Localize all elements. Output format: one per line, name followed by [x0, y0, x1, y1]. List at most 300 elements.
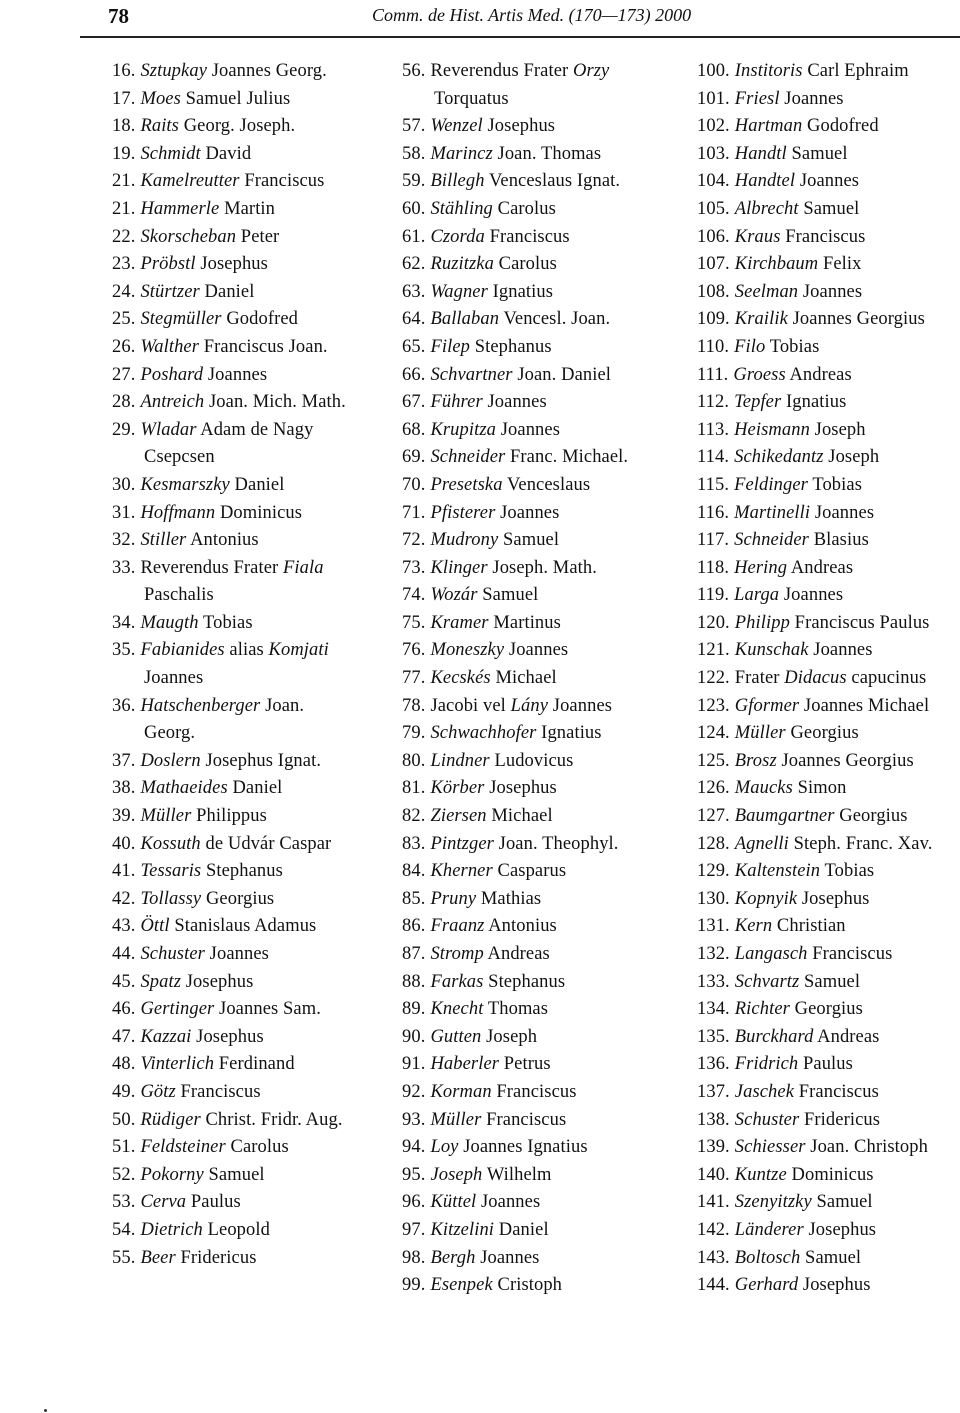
list-item	[402, 251, 682, 279]
given-names: Franciscus Paulus	[789, 612, 930, 633]
entry-number: 65.	[402, 336, 426, 357]
surname: Doslern	[140, 750, 201, 771]
entry-number: 120.	[697, 612, 730, 633]
list-item	[112, 1189, 387, 1217]
surname: Schmidt	[140, 143, 201, 164]
given-names: Carl Ephraim	[802, 61, 909, 81]
entry-number: 16.	[112, 61, 136, 81]
surname: Skorscheban	[140, 226, 237, 247]
list-item	[697, 334, 960, 362]
surname: Schvartner	[430, 364, 513, 385]
surname: Poshard	[140, 364, 204, 385]
surname: Szenyitzky	[734, 1192, 812, 1213]
given-names: Martinus	[488, 612, 561, 633]
given-names: Ignatius	[487, 281, 554, 302]
entry-number: 43.	[112, 916, 136, 937]
surname: Filep	[430, 336, 470, 357]
entry-number: 22.	[112, 226, 136, 247]
list-item	[402, 1245, 682, 1273]
list-item	[112, 334, 387, 362]
surname: Didacus	[784, 668, 847, 689]
entry-number: 39.	[112, 806, 136, 827]
given-names: Ignatius	[781, 392, 847, 413]
given-names: de Udvár Caspar	[200, 833, 332, 854]
entry-number: 83.	[402, 833, 426, 854]
entry-number: 132.	[697, 944, 730, 964]
given-names: Joseph. Math.	[487, 557, 597, 578]
given-names: Blasius	[808, 530, 869, 551]
surname: Kraus	[734, 226, 781, 247]
entry-number: 71.	[402, 502, 426, 523]
entry-number: 92.	[402, 1081, 426, 1102]
surname: Seelman	[734, 281, 799, 302]
list-item-continuation	[112, 582, 387, 610]
given-names: Daniel	[229, 474, 285, 495]
entry-number: 131.	[697, 916, 730, 937]
surname: Kazzai	[140, 1026, 192, 1047]
given-names: Godofred	[221, 309, 299, 330]
entry-number: 26.	[112, 336, 136, 357]
surname: Bergh	[430, 1247, 476, 1268]
surname: Fabianides	[140, 640, 225, 661]
entry-number: 115.	[697, 474, 730, 495]
entry-number: 136.	[697, 1054, 730, 1075]
surname: Gertinger	[140, 999, 215, 1020]
surname: Vinterlich	[140, 1054, 215, 1075]
entry-number: 85.	[402, 888, 426, 909]
surname: Kesmarszky	[140, 474, 230, 495]
entry-number: 37.	[112, 750, 136, 771]
entry-number: 144.	[697, 1275, 730, 1296]
given-names: Ignatius	[536, 723, 602, 744]
list-item	[402, 775, 682, 803]
given-names: Joan. Theophyl.	[493, 833, 619, 854]
surname: Feldsteiner	[140, 1137, 226, 1158]
list-item	[402, 279, 682, 307]
entry-number: 62.	[402, 254, 426, 275]
list-item	[402, 224, 682, 252]
list-item	[112, 803, 387, 831]
entry-number: 138.	[697, 1109, 730, 1130]
list-item	[697, 362, 960, 390]
given-names: Joannes	[496, 419, 561, 440]
surname: Hammerle	[140, 198, 220, 219]
list-item	[112, 610, 387, 638]
entry-number: 74.	[402, 585, 426, 606]
given-names: capucinus	[846, 668, 927, 689]
given-names: Paschalis	[144, 585, 214, 606]
entry-number: 142.	[697, 1219, 730, 1240]
entry-number: 58.	[402, 143, 426, 164]
given-names: Josephus	[803, 1219, 877, 1240]
name-list-column-3	[697, 58, 960, 1300]
surname: Fridrich	[734, 1054, 799, 1075]
given-names: Simon	[792, 778, 847, 799]
list-item	[402, 748, 682, 776]
given-names: Franciscus	[484, 226, 570, 247]
given-names: Felix	[818, 254, 862, 275]
entry-number: 32.	[112, 530, 136, 551]
list-item	[402, 389, 682, 417]
entry-number: 118.	[697, 557, 730, 578]
list-item	[402, 996, 682, 1024]
given-names: Joannes	[495, 502, 560, 523]
given-names: Josephus	[181, 971, 254, 992]
surname: Langasch	[734, 944, 808, 964]
entry-number: 27.	[112, 364, 136, 385]
entry-number: 35.	[112, 640, 136, 661]
given-names: Venceslaus	[502, 474, 591, 495]
surname: Institoris	[734, 61, 803, 81]
entry-number: 50.	[112, 1109, 136, 1130]
header-rule	[80, 36, 960, 38]
list-item	[402, 1024, 682, 1052]
list-item	[112, 279, 387, 307]
entry-number: 78.	[402, 695, 426, 716]
entry-number: 91.	[402, 1054, 426, 1075]
surname: Komjati	[268, 640, 329, 661]
list-item	[697, 803, 960, 831]
list-item	[112, 1245, 387, 1273]
given-names: Andreas	[787, 557, 854, 578]
given-names: Tobias	[198, 612, 253, 633]
given-names: Georgius	[834, 806, 908, 827]
list-item	[697, 168, 960, 196]
given-names: Joan.	[260, 695, 305, 716]
given-names: Franciscus	[491, 1081, 577, 1102]
surname: Kirchbaum	[734, 254, 819, 275]
entry-number: 127.	[697, 806, 730, 827]
surname: Länderer	[734, 1219, 804, 1240]
entry-number: 133.	[697, 971, 730, 992]
list-item	[697, 417, 960, 445]
given-names: Samuel Julius	[180, 88, 291, 109]
entry-number: 66.	[402, 364, 426, 385]
list-item	[112, 1079, 387, 1107]
given-names: Samuel	[203, 1164, 265, 1185]
given-names: Ferdinand	[214, 1054, 295, 1075]
list-item	[112, 168, 387, 196]
surname: Brosz	[734, 750, 777, 771]
page-header	[80, 0, 960, 40]
given-names: Samuel	[800, 1247, 862, 1268]
entry-number: 89.	[402, 999, 426, 1020]
surname: Müller	[430, 1109, 482, 1130]
list-item	[402, 196, 682, 224]
entry-number: 54.	[112, 1219, 136, 1240]
journal-citation: Comm. de Hist. Artis Med. (170—173) 2000	[372, 5, 692, 25]
surname: Stegmüller	[140, 309, 222, 330]
surname: Baumgartner	[734, 806, 835, 827]
given-names: Georgius	[201, 888, 275, 909]
entry-number: 101.	[697, 88, 730, 109]
given-names: Samuel	[811, 1192, 873, 1213]
given-names: Torquatus	[434, 88, 509, 109]
surname: Pintzger	[430, 833, 494, 854]
given-names: Ludovicus	[489, 750, 574, 771]
given-names: Andreas	[483, 944, 550, 964]
entry-number: 111.	[697, 364, 729, 385]
surname: Loy	[430, 1137, 459, 1158]
surname: Groess	[733, 364, 786, 385]
list-item	[402, 831, 682, 859]
surname: Öttl	[140, 916, 170, 937]
given-names: Dominicus	[786, 1164, 874, 1185]
given-names: Paulus	[798, 1054, 853, 1075]
entry-number: 63.	[402, 281, 426, 302]
surname: Gerhard	[734, 1275, 799, 1296]
given-names: Petrus	[499, 1054, 551, 1075]
surname: Schiesser	[734, 1137, 806, 1158]
given-names: Christ. Fridr. Aug.	[200, 1109, 343, 1130]
entry-number: 141.	[697, 1192, 730, 1213]
list-item	[402, 527, 682, 555]
list-item	[112, 941, 387, 969]
entry-number: 130.	[697, 888, 730, 909]
entry-number: 81.	[402, 778, 426, 799]
list-item	[112, 417, 387, 445]
surname: Feldinger	[734, 474, 808, 495]
given-names: Daniel	[227, 778, 283, 799]
given-names: Vencesl. Joan.	[499, 309, 611, 330]
list-item	[697, 1189, 960, 1217]
given-names: Tobias	[807, 474, 863, 495]
list-item	[112, 1107, 387, 1135]
surname: Martinelli	[734, 502, 811, 523]
given-names: Joannes Michael	[799, 695, 930, 716]
list-item	[697, 1051, 960, 1079]
given-names: Joan. Christoph	[805, 1137, 928, 1158]
list-item	[402, 1134, 682, 1162]
surname: Billegh	[430, 171, 485, 192]
entry-number: 116.	[697, 502, 730, 523]
surname: Kherner	[430, 861, 493, 882]
given-names: Daniel	[199, 281, 255, 302]
entry-number: 18.	[112, 116, 136, 137]
entry-number: 100.	[697, 61, 730, 81]
surname: Friesl	[734, 88, 780, 109]
list-item	[697, 582, 960, 610]
surname: Mudrony	[430, 530, 499, 551]
list-item	[402, 1217, 682, 1245]
given-names: Joannes Georgius	[776, 750, 914, 771]
given-names: Fridericus	[175, 1247, 257, 1268]
entry-number: 36.	[112, 695, 136, 716]
surname: Filo	[734, 336, 766, 357]
entry-number: 64.	[402, 309, 426, 330]
surname: Küttel	[430, 1192, 477, 1213]
given-names: Reverendus Frater	[140, 557, 283, 578]
given-names: Godofred	[802, 116, 879, 137]
surname: Czorda	[430, 226, 485, 247]
surname: Pokorny	[140, 1164, 204, 1185]
list-item	[697, 1107, 960, 1135]
list-item	[402, 306, 682, 334]
surname: Mathaeides	[140, 778, 228, 799]
surname: Hoffmann	[140, 502, 216, 523]
list-item	[697, 1134, 960, 1162]
entry-number: 96.	[402, 1192, 426, 1213]
given-names: Joan. Thomas	[492, 143, 602, 164]
entry-number: 47.	[112, 1026, 136, 1047]
given-names: Tobias	[820, 861, 875, 882]
surname: Kamelreutter	[140, 171, 240, 192]
entry-number: 140.	[697, 1164, 730, 1185]
entry-number: 90.	[402, 1026, 426, 1047]
surname: Ballaban	[430, 309, 500, 330]
list-item	[402, 1107, 682, 1135]
given-names: Joannes	[798, 281, 863, 302]
entry-number: 126.	[697, 778, 730, 799]
stray-dot	[44, 1409, 47, 1412]
entry-number: 99.	[402, 1275, 426, 1296]
given-names: Philippus	[191, 806, 267, 827]
entry-number: 67.	[402, 392, 426, 413]
entry-number: 125.	[697, 750, 730, 771]
list-item	[112, 913, 387, 941]
given-names: Joannes	[482, 392, 547, 413]
list-item	[112, 472, 387, 500]
surname: Schneider	[734, 530, 809, 551]
given-names: Franciscus	[807, 944, 893, 964]
given-names: Carolus	[492, 198, 556, 219]
surname: Larga	[734, 585, 780, 606]
entry-number: 102.	[697, 116, 730, 137]
list-item	[697, 196, 960, 224]
given-names: Samuel	[798, 198, 860, 219]
list-item	[112, 306, 387, 334]
entry-number: 113.	[697, 419, 730, 440]
surname: Esenpek	[430, 1275, 493, 1296]
surname: Tollassy	[140, 888, 202, 909]
name-list-column-2	[402, 58, 682, 1300]
entry-number: 61.	[402, 226, 426, 247]
entry-number: 73.	[402, 557, 426, 578]
surname: Kaltenstein	[734, 861, 821, 882]
surname: Klinger	[430, 557, 488, 578]
given-names: Samuel	[498, 530, 560, 551]
entry-number: 98.	[402, 1247, 426, 1268]
list-item	[112, 500, 387, 528]
surname: Walther	[140, 336, 200, 357]
given-names: Joannes	[476, 1192, 541, 1213]
list-item	[402, 500, 682, 528]
list-item	[112, 1217, 387, 1245]
entry-number: 106.	[697, 226, 730, 247]
given-names: Josephus	[484, 778, 557, 799]
list-item	[697, 748, 960, 776]
given-names: Jacobi vel	[430, 695, 511, 716]
list-item	[697, 113, 960, 141]
surname: Pfisterer	[430, 502, 496, 523]
surname: Boltosch	[734, 1247, 801, 1268]
entry-number: 28.	[112, 392, 136, 413]
entry-number: 122.	[697, 668, 730, 689]
list-item	[112, 58, 387, 86]
entry-number: 121.	[697, 640, 730, 661]
list-item	[112, 748, 387, 776]
list-item	[697, 555, 960, 583]
list-item	[402, 444, 682, 472]
list-item	[112, 996, 387, 1024]
list-item	[112, 1162, 387, 1190]
surname: Lány	[510, 695, 549, 716]
surname: Pröbstl	[140, 254, 196, 275]
given-names: alias	[224, 640, 269, 661]
given-names: Joannes	[808, 640, 873, 661]
entry-number: 53.	[112, 1192, 136, 1213]
list-item	[112, 637, 387, 665]
given-names: Daniel	[494, 1219, 549, 1240]
entry-number: 46.	[112, 999, 136, 1020]
entry-number: 48.	[112, 1054, 136, 1075]
entry-number: 94.	[402, 1137, 426, 1158]
surname: Wenzel	[430, 116, 483, 137]
list-item	[697, 969, 960, 997]
surname: Moneszky	[430, 640, 505, 661]
entry-number: 52.	[112, 1164, 136, 1185]
given-names: Leopold	[202, 1219, 270, 1240]
entry-number: 105.	[697, 198, 730, 219]
entry-number: 69.	[402, 447, 426, 468]
surname: Führer	[430, 392, 483, 413]
given-names: Joan. Daniel	[512, 364, 612, 385]
given-names: Steph. Franc. Xav.	[788, 833, 933, 854]
list-item	[402, 886, 682, 914]
given-names: Adam de Nagy	[196, 419, 314, 440]
surname: Albrecht	[734, 198, 799, 219]
list-item	[697, 886, 960, 914]
list-item-continuation	[402, 86, 682, 114]
surname: Kunschak	[734, 640, 809, 661]
entry-number: 110.	[697, 336, 730, 357]
given-names: Joseph	[823, 447, 880, 468]
given-names: Georgius	[785, 723, 859, 744]
surname: Schvartz	[734, 971, 800, 992]
entry-number: 56.	[402, 61, 426, 81]
entry-number: 112.	[697, 392, 730, 413]
entry-number: 93.	[402, 1109, 426, 1130]
entry-number: 30.	[112, 474, 136, 495]
surname: Maugth	[140, 612, 199, 633]
entry-number: 139.	[697, 1137, 730, 1158]
surname: Gformer	[734, 695, 800, 716]
surname: Kopnyik	[734, 888, 798, 909]
entry-number: 60.	[402, 198, 426, 219]
given-names: Franciscus	[239, 171, 325, 192]
surname: Müller	[734, 723, 786, 744]
given-names: Joseph	[481, 1026, 538, 1047]
entry-number: 135.	[697, 1026, 730, 1047]
list-item	[112, 555, 387, 583]
given-names: Georg.	[144, 723, 196, 744]
surname: Antreich	[140, 392, 205, 413]
list-item	[402, 1051, 682, 1079]
list-item	[402, 858, 682, 886]
list-item	[112, 858, 387, 886]
surname: Ziersen	[430, 806, 487, 827]
list-item	[402, 334, 682, 362]
list-item	[697, 527, 960, 555]
list-item	[112, 1051, 387, 1079]
list-item	[112, 86, 387, 114]
surname: Tessaris	[140, 861, 202, 882]
given-names: David	[200, 143, 252, 164]
surname: Gutten	[430, 1026, 482, 1047]
surname: Sztupkay	[140, 61, 207, 81]
given-names: Frater	[734, 668, 785, 689]
given-names: Michael	[486, 806, 553, 827]
